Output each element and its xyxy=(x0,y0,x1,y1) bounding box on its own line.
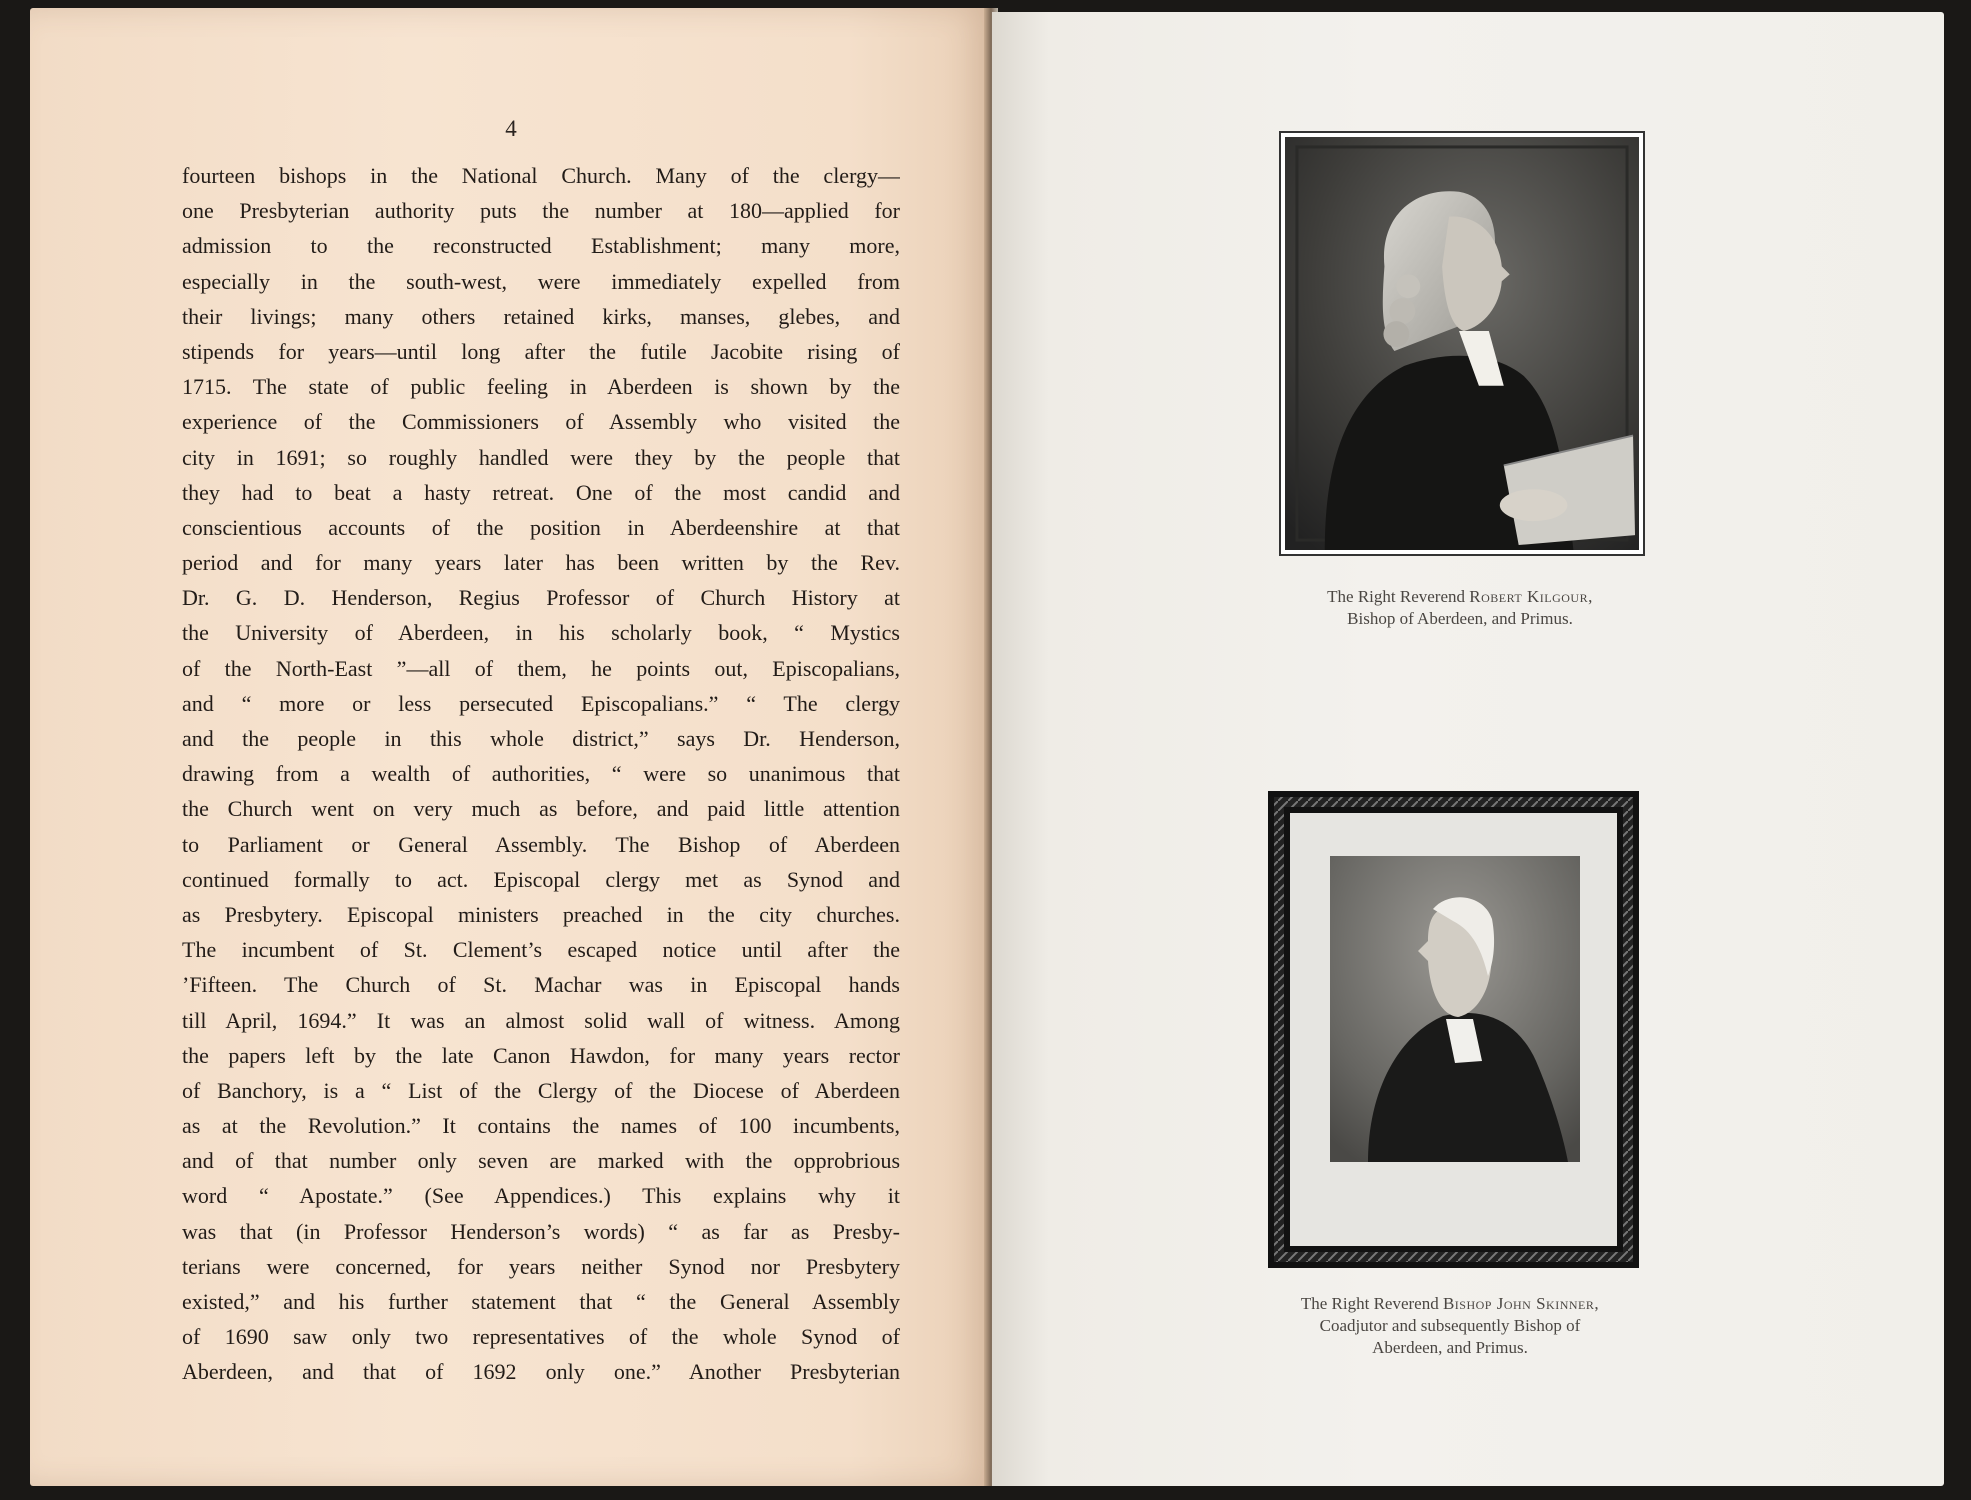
text-line: as at the Revolution.” It contains the names of 100 incumbents, xyxy=(182,1113,900,1139)
text-line: The incumbent of St. Clement’s escaped notice until after the xyxy=(182,937,900,963)
text-line: stipends for years—until long after the futile Jacobite rising of xyxy=(182,338,900,364)
body-text xyxy=(182,158,900,1390)
text-line: conscientious accounts of the position in Aberdeenshire at that xyxy=(182,514,900,540)
caption-kilgour-prefix: The Right Reverend xyxy=(1327,587,1470,606)
text-line: experience of the Commissioners of Assembly who visited the xyxy=(182,409,900,435)
caption-kilgour-name: Robert Kilgour, xyxy=(1469,587,1593,606)
text-line: of Banchory, is a “ List of the Clergy of the Diocese of Aberdeen xyxy=(182,1077,900,1103)
caption-skinner-title-1: Coadjutor and subsequently Bishop of xyxy=(1319,1316,1581,1335)
caption-skinner-name: Bishop John Skinner, xyxy=(1442,1294,1600,1313)
text-line: Aberdeen, and that of 1692 only one.” Another Presbyterian xyxy=(182,1359,900,1385)
portrait-kilgour-image xyxy=(1285,137,1639,550)
text-line: drawing from a wealth of authorities, “ were so unanimous that xyxy=(182,761,900,787)
caption-skinner xyxy=(1210,1293,1690,1359)
text-line: as Presbytery. Episcopal ministers preached in the city churches. xyxy=(182,901,900,927)
left-page xyxy=(30,8,992,1486)
text-line: word “ Apostate.” (See Appendices.) This explains why it xyxy=(182,1183,900,1209)
text-line: especially in the south-west, were immediately expelled from xyxy=(182,268,900,294)
text-line: and of that number only seven are marked with the opprobrious xyxy=(182,1148,900,1174)
caption-kilgour xyxy=(1230,586,1690,630)
text-line: one Presbyterian authority puts the number at 180—applied for xyxy=(182,198,900,224)
text-line: and the people in this whole district,” says Dr. Henderson, xyxy=(182,726,900,751)
text-line: Dr. G. D. Henderson, Regius Professor of Church History at xyxy=(182,585,900,611)
page-number: 4 xyxy=(505,116,517,141)
text-line: existed,” and his further statement that “ the General Assembly xyxy=(182,1289,900,1314)
text-line: the papers left by the late Canon Hawdon, for many years rector xyxy=(182,1042,900,1068)
text-line: ’Fifteen. The Church of St. Machar was in Episcopal hands xyxy=(182,972,900,998)
text-line: of 1690 saw only two representatives of the whole Synod of xyxy=(182,1324,900,1350)
text-line: the Church went on very much as before, and paid little attention xyxy=(182,796,900,822)
text-line: they had to beat a hasty retreat. One of the most candid and xyxy=(182,479,900,505)
text-line: city in 1691; so roughly handled were they by the people that xyxy=(182,444,900,470)
caption-skinner-title-2: Aberdeen, and Primus. xyxy=(1372,1338,1528,1357)
text-line: fourteen bishops in the National Church. Many of the clergy— xyxy=(182,163,900,188)
text-line: admission to the reconstructed Establishment; many more, xyxy=(182,233,900,259)
text-line: period and for many years later has been written by the Rev. xyxy=(182,550,900,576)
text-line: of the North-East ”—all of them, he points out, Episcopalians, xyxy=(182,655,900,681)
caption-kilgour-title: Bishop of Aberdeen, and Primus. xyxy=(1347,609,1573,628)
text-line: was that (in Professor Henderson’s words) “ as far as Presby- xyxy=(182,1218,900,1244)
portrait-robert-kilgour xyxy=(1279,131,1645,556)
portrait-john-skinner xyxy=(1268,791,1639,1268)
caption-skinner-prefix: The Right Reverend xyxy=(1300,1294,1443,1313)
text-line: to Parliament or General Assembly. The Bishop of Aberdeen xyxy=(182,831,900,857)
text-line: the University of Aberdeen, in his scholarly book, “ Mystics xyxy=(182,620,900,646)
text-line: 1715. The state of public feeling in Aberdeen is shown by the xyxy=(182,374,900,400)
text-line: and “ more or less persecuted Episcopalians.” “ The clergy xyxy=(182,690,900,716)
text-line: continued formally to act. Episcopal clergy met as Synod and xyxy=(182,866,900,892)
portrait-skinner-image xyxy=(1268,791,1639,1268)
text-line: till April, 1694.” It was an almost solid wall of witness. Among xyxy=(182,1007,900,1033)
text-line: terians were concerned, for years neither Synod nor Presbytery xyxy=(182,1253,900,1279)
text-line: their livings; many others retained kirks, manses, glebes, and xyxy=(182,303,900,329)
